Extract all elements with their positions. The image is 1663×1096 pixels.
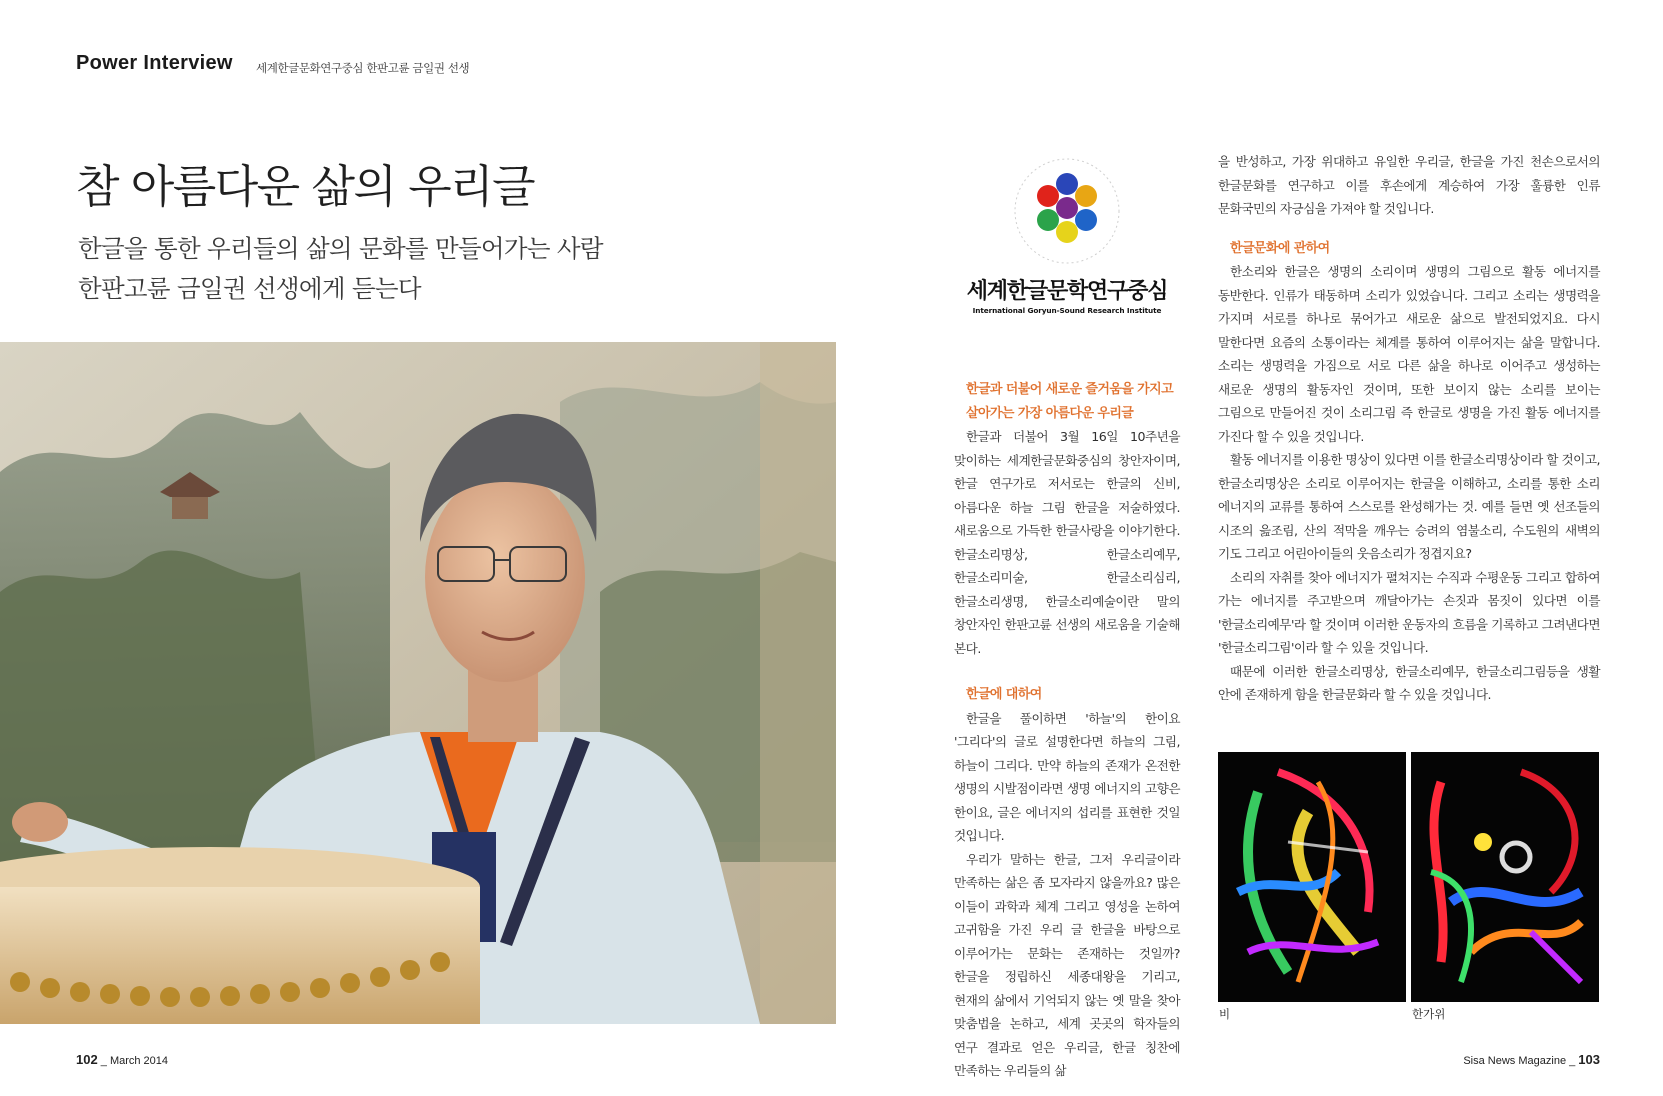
page-number: 102 (76, 1052, 98, 1067)
paragraph: 우리가 말하는 한글, 그저 우리글이라 만족하는 삶은 좀 모자라지 않을까요? 많은 이들이 과학과 체계 그리고 영성을 논하여 고귀함을 가진 우리 글 한글을 바탕으로 이루어가는 문화는 존재하는 것일까? 한글을 정립하신 세종대왕을 기리고, 현재의 삶에서 기억되지 않는 옛 말을 찾아 맞춤법을 논하고, 세계 곳곳의 학자들의 연구 결과로 얻은 우리글, 한글 칭찬에 만족하는 우리들의 삶 (954, 851, 1180, 1078)
artwork-rain-image (1218, 752, 1406, 1002)
section-label: Power Interview (76, 52, 233, 74)
artwork-hangawi-image (1411, 752, 1599, 1002)
paragraph: 소리의 자취를 찾아 에너지가 펼쳐지는 수직과 수평운동 그리고 합하여 가는 에너지를 주고받으며 깨달아가는 손짓과 몸짓이 있다면 이를 '한글소리예무'라 할 것이며 이러한 운동자의 흐름을 기록하고 그려낸다면 '한글소리그림'이라 할 수 있을 것입니다. (1218, 569, 1600, 655)
paragraph: 한글과 더불어 3월 16일 10주년을 맞이하는 세계한글문화중심의 창안자이며, 한글 연구가로 저서로는 한글의 신비, 아름다운 하늘 그림 한글을 저술하였다. 새로움으로 가득한 한글사랑을 이야기한다. 한글소리명상, 한글소리예무, 한글소리미술, 한글소리심리, 한글소리생명, 한글소리예술이란 말의 창안자인 한판고륜 선생의 새로움을 기술해 본다. (954, 429, 1180, 656)
paragraph: 한소리와 한글은 생명의 소리이며 생명의 그림으로 활동 에너지를 동반한다. 인류가 태동하며 소리가 있었습니다. 그리고 소리는 생명력을 가지며 서로를 하나로 묶어가고 새로운 삶으로 발전되었지요. 다시 말한다면 요즘의 소통이라는 체계를 통하여 이루어지는 삶을 말합니다. 소리는 생명력을 가짐으로 서로 다른 삶을 하나로 이어주고 생성하는 새로운 생명의 활동자인 것이며, 또한 보이지 않는 소리를 보이는 그림으로 만들어진 것이 소리그림 즉 한글로 생명을 가진 활동 에너지를 가진다 할 수 있을 것입니다. (1218, 264, 1600, 444)
artwork-caption: 비 (1219, 1007, 1231, 1021)
paragraph: 때문에 이러한 한글소리명상, 한글소리예무, 한글소리그림등을 생활 안에 존재하게 함을 한글문화라 할 수 있을 것입니다. (1218, 663, 1600, 702)
footer-left (76, 1052, 168, 1067)
section-heading: 살아가는 가장 아름다운 우리글 (966, 405, 1134, 421)
paragraph: 을 반성하고, 가장 위대하고 유일한 우리글, 한글을 가진 천손으로서의 한글문화를 연구하고 이를 후손에게 계승하여 가장 훌륭한 인류 문화국민의 자긍심을 가져야 할 것입니다. (1218, 154, 1600, 216)
article-title: 참 아름다운 삶의 우리글 (76, 160, 535, 213)
institute-logo (950, 152, 1182, 328)
section-heading: 한글에 대하여 (966, 687, 1042, 702)
paragraph: 활동 에너지를 이용한 명상이 있다면 이를 한글소리명상이라 할 것이고, 한글소리명상은 소리로 이루어지는 한글을 이해하고, 소리를 통한 소리 에너지의 교류를 통하여 스스로를 완성해가는 것. 예를 들면 옛 선조들의 시조의 읊조림, 산의 적막을 깨우는 승려의 염불소리, 수도원의 새벽의 기도 그리고 어린아이들의 웃음소리가 정겹지요? (1218, 452, 1600, 561)
portrait-photo (0, 342, 836, 1024)
footer-issue: _ March 2014 (100, 1055, 169, 1067)
section-heading: 한글문화에 관하여 (1230, 240, 1330, 256)
paragraph: 한글을 풀이하면 '하늘'의 한이요 '그리다'의 글로 설명한다면 하늘의 그림, 하늘이 그리다. 만약 하늘의 존재가 온전한 생명의 시발점이라면 생명 에너지의 고향은 한이요, 글은 에너지의 섭리를 표현한 것일 것입니다. (954, 710, 1180, 843)
artwork-caption: 한가위 (1412, 1007, 1446, 1021)
page-number: 103 (1578, 1052, 1600, 1067)
footer-magazine: Sisa News Magazine _ (1463, 1055, 1576, 1067)
logo-circle-icon (1008, 152, 1126, 270)
section-subtitle: 세계한글문화연구중심 한판고륜 금일권 선생 (256, 61, 470, 75)
text-column-middle (954, 378, 1180, 1083)
article-subtitle-line-1: 한글을 통한 우리들의 삶의 문화를 만들어가는 사람 (78, 234, 603, 263)
text-column-right (1218, 150, 1600, 707)
logo-english-name: International Goryun-Sound Research Institute (972, 306, 1162, 315)
footer-right (1400, 1052, 1600, 1067)
section-heading: 한글과 더불어 새로운 즐거움을 가지고 (966, 382, 1174, 397)
logo-name: 세계한글문학연구중심 (966, 279, 1168, 304)
article-subtitle-line-2: 한판고륜 금일권 선생에게 듣는다 (78, 274, 421, 303)
